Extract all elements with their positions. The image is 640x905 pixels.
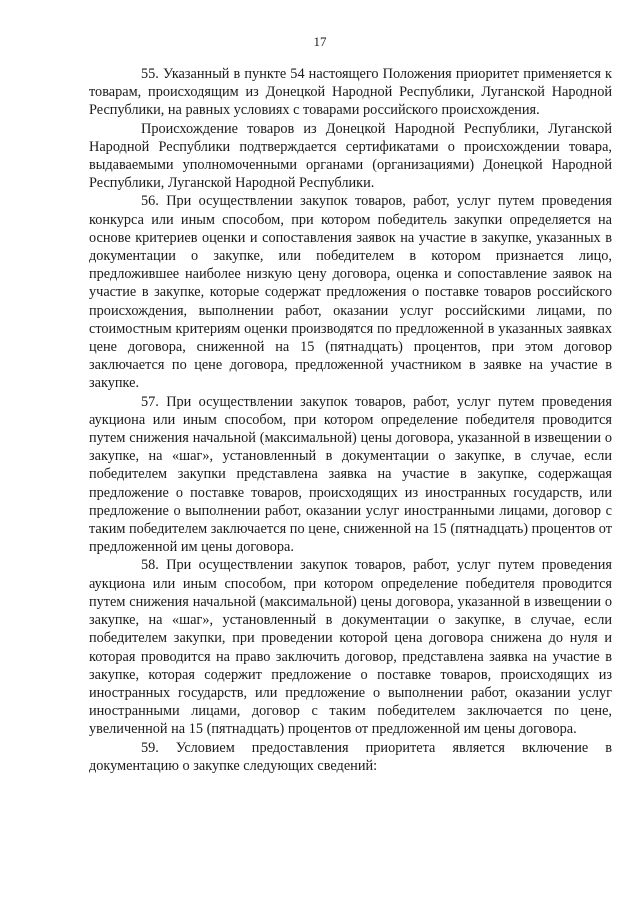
document-body <box>89 65 612 775</box>
page-number: 17 <box>313 34 327 49</box>
paragraph-59: 59. Условием предоставления приоритета является включение в документацию о закупке следующих сведений: <box>89 739 612 774</box>
paragraph-origin-certificate: Происхождение товаров из Донецкой Народной Республики, Луганской Народной Республики подтверждается сертификатами о происхождении товара, выдаваемыми уполномоченными органами (организациями) Донецкой Народной Республики, Луганской Народной Республики. <box>89 120 612 192</box>
paragraph-56: 56. При осуществлении закупок товаров, работ, услуг путем проведения конкурса или иным способом, при котором победитель закупки определяется на основе критериев оценки и сопоставления заявок на участие в закупке, указанных в документации о закупке, или победителем в котором признается лицо, предложившее наиболее низкую цену договора, оценка и сопоставление заявок на участие в закупке, которые содержат предложения о поставке товаров российского происхождения, выполнении работ, оказании услуг российскими лицами, по стоимостным критериям оценки производятся по предложенной в указанных заявках цене договора, сниженной на 15 (пятнадцать) процентов, при этом договор заключается по цене договора, предложенной участником в заявке на участие в закупке. <box>89 193 612 392</box>
paragraph-57: 57. При осуществлении закупок товаров, работ, услуг путем проведения аукциона или иным способом, при котором определение победителя проводится путем снижения начальной (максимальной) цены договора, указанной в извещении о закупке, на «шаг», установленный в документации о закупке, в случае, если победителем закупки представлена заявка на участие в закупке, содержащая предложение о поставке товаров, происходящих из иностранных государств, или предложение о выполнении работ, оказании услуг иностранными лицами, договор с таким победителем заключается по цене, сниженной на 15 (пятнадцать) процентов от предложенной им цены договора. <box>89 393 612 556</box>
paragraph-58: 58. При осуществлении закупок товаров, работ, услуг путем проведения аукциона или иным способом, при котором определение победителя проводится путем снижения начальной (максимальной) цены договора, указанной в извещении о закупке, на «шаг», установленный в документации о закупке, в случае, если победителем закупки, при проведении которой цена договора снижена до нуля и которая проводится на право заключить договор, представлена заявка на участие в закупке, которая содержит предложение о поставке товаров, происходящих из иностранных государств, или предложение о выполнении работ, оказании услуг иностранными лицами, договор с таким победителем заключается по цене, увеличенной на 15 (пятнадцать) процентов от предложенной им цены договора. <box>89 557 612 738</box>
paragraph-55: 55. Указанный в пункте 54 настоящего Положения приоритет применяется к товарам, происходящим из Донецкой Народной Республики, Луганской Народной Республики, на равных условиях с товарами российского происхождения. <box>89 66 612 119</box>
